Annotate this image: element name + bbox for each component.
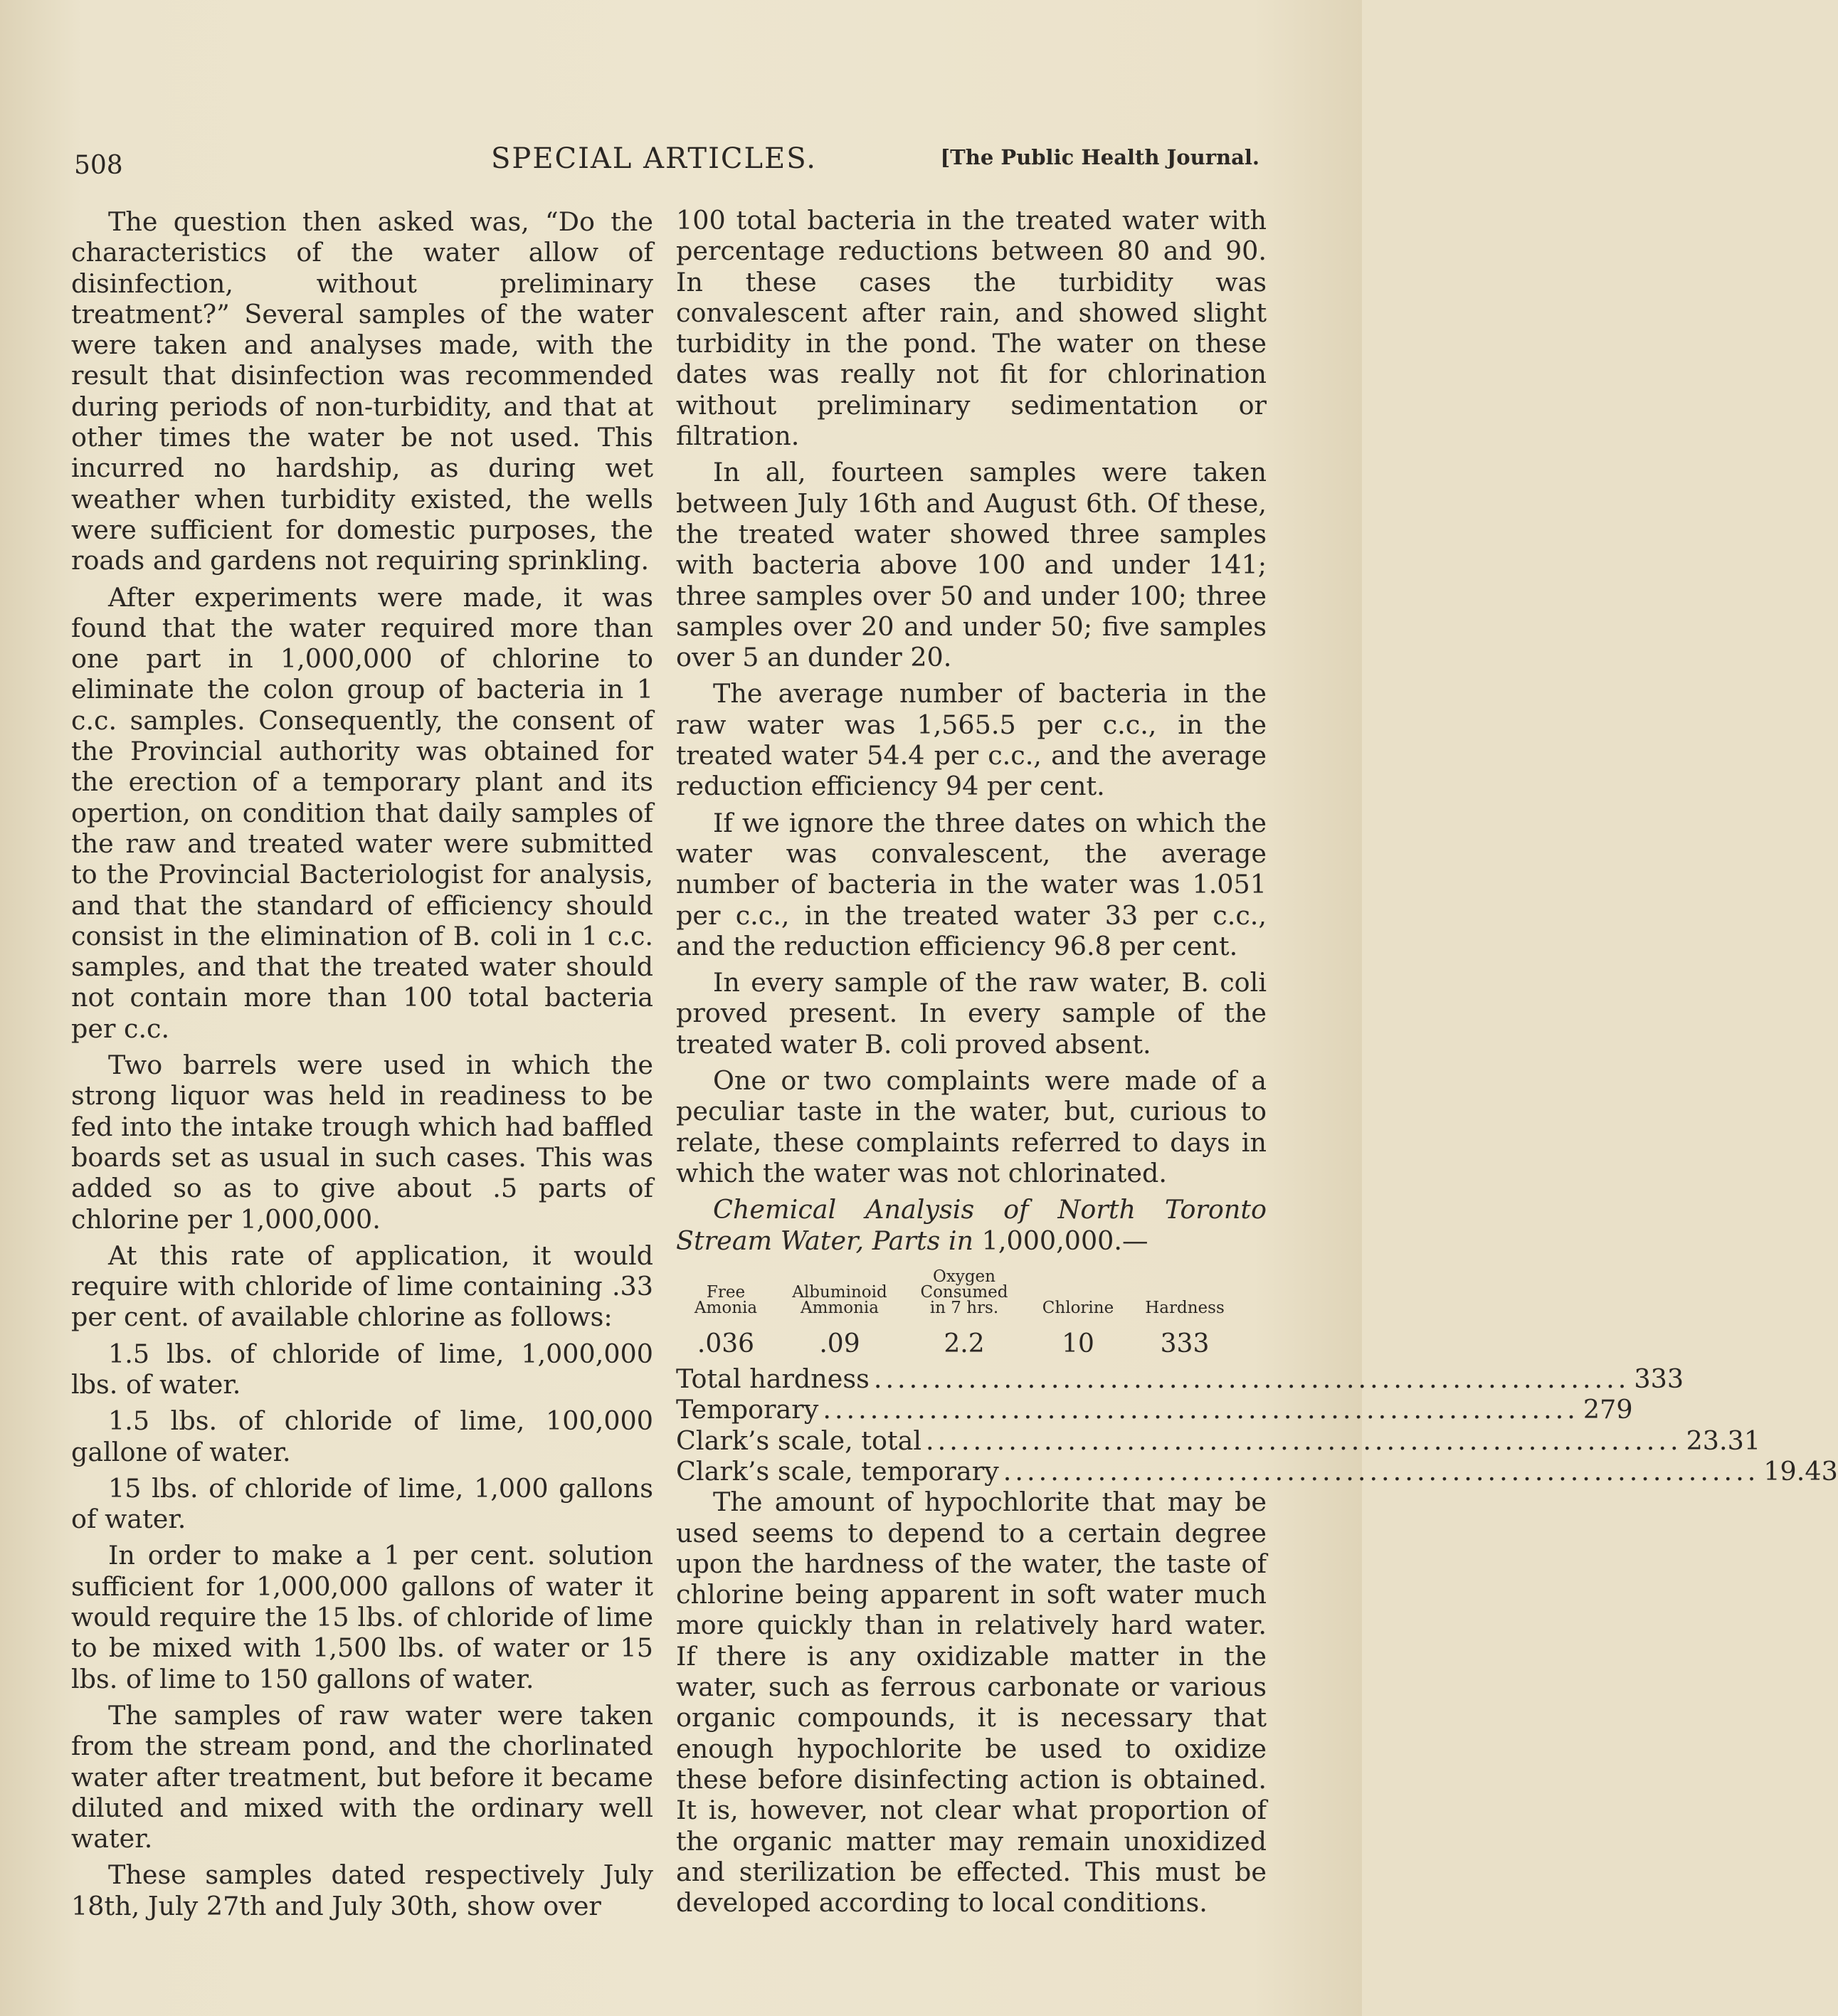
left-column <box>71 206 653 1921</box>
chemical-analysis-units: 1,000,000.— <box>981 1225 1148 1256</box>
leader-dots: ................................................................ <box>926 1425 1682 1456</box>
paragraph: If we ignore the three dates on which the water was convalescent, the average number of bacteria in the water was 1.051 per c.c., in the treated water 33 per c.c., and the reduction efficiency 96.8 per cent. <box>676 807 1267 961</box>
hardness-value: 19.43 <box>1763 1455 1838 1487</box>
paragraph: The samples of raw water were taken from the stream pond, and the chorlinated water after treatment, but before it became diluted and mixed with the ordinary well water. <box>71 1699 653 1854</box>
table-value: 2.2 <box>944 1329 985 1358</box>
table-value: .036 <box>697 1329 755 1358</box>
header-line: Free <box>706 1282 746 1302</box>
hardness-label: Temporary <box>676 1394 819 1425</box>
chemical-analysis-title <box>676 1194 1267 1256</box>
paragraph: 15 lbs. of chloride of lime, 1,000 gallons of water. <box>71 1472 653 1535</box>
paragraph: The average number of bacteria in the raw water was 1,565.5 per c.c., in the treated water 54.4 per c.c., and the average reduction efficiency 94 per cent. <box>676 678 1267 802</box>
header-line: Chlorine <box>1042 1298 1114 1317</box>
table-header <box>904 1269 1025 1320</box>
continued-paragraph: 100 total bacteria in the treated water with percentage reductions between 80 and 90. In these cases the turbidity was convalescent after rain, and showed slight turbidity in the pond. The water on these dates was really not fit for chlorination without preliminary sedimentation or filtration. <box>676 205 1267 452</box>
right-column <box>676 205 1838 1919</box>
hardness-label: Clark’s scale, total <box>676 1425 922 1456</box>
table-value: 10 <box>1062 1329 1094 1358</box>
hardness-label: Clark’s scale, temporary <box>676 1455 999 1487</box>
header-line: Albuminoid <box>792 1282 887 1302</box>
paragraph: One or two complaints were made of a peculiar taste in the water, but, curious to relate, these complaints referred to days in which the water was not chlorinated. <box>676 1065 1267 1188</box>
table-value: .09 <box>819 1329 860 1358</box>
leader-dots: ................................................................ <box>873 1363 1630 1395</box>
header-line: Consumed <box>920 1282 1008 1302</box>
table-header <box>776 1284 904 1320</box>
hardness-value: 333 <box>1634 1363 1684 1395</box>
leader-dots: ................................................................ <box>823 1394 1579 1425</box>
table-value: 333 <box>1160 1329 1210 1358</box>
chemical-analysis-title-text: Chemical Analysis of North Toronto Stream Water, Parts in <box>676 1194 1267 1256</box>
leader-dots: ................................................................ <box>1003 1455 1760 1487</box>
table-header <box>676 1284 776 1320</box>
hardness-row <box>676 1394 1633 1425</box>
paragraph: These samples dated respectively July 18th, July 27th and July 30th, show over <box>71 1859 653 1921</box>
paragraph: After experiments were made, it was found that the water required more than one part in 1,000,000 of chlorine to eliminate the colon group of bacteria in 1 c.c. samples. Consequently, the consent of the Provincial authority was obtained for the erection of a temporary plant and its opertion, on condition that daily samples of the raw and treated water were submitted to the Provincial Bacteriologist for analysis, and that the standard of efficiency should consist in the elimination of B. coli in 1 c.c. samples, and that the treated water should not contain more than 100 total bacteria per c.c. <box>71 581 653 1044</box>
paragraph: In all, fourteen samples were taken between July 16th and August 6th. Of these, the treated water showed three samples with bacteria above 100 and under 141; three samples over 50 and under 100; three samples over 20 and under 50; five samples over 5 an dunder 20. <box>676 457 1267 673</box>
paragraph: 1.5 lbs. of chloride of lime, 100,000 gallone of water. <box>71 1405 653 1467</box>
running-title: SPECIAL ARTICLES. <box>491 142 817 175</box>
table-header <box>1025 1300 1131 1320</box>
paragraph: The question then asked was, “Do the characteristics of the water allow of disinfection, without preliminary treatment?” Several samples of the water were taken and analyses made, with the result that disinfection was recommended during periods of non-turbidity, and that at other times the water be not used. This incurred no hardship, as during wet weather when turbidity existed, the wells were sufficient for domestic purposes, the roads and gardens not requiring sprinkling. <box>71 206 653 576</box>
chemical-analysis-table <box>676 1269 1267 1363</box>
paragraph: At this rate of application, it would require with chloride of lime containing .33 per cent. of available chlorine as follows: <box>71 1240 653 1333</box>
header-line: Ammonia <box>801 1298 879 1317</box>
paragraph: In order to make a 1 per cent. solution sufficient for 1,000,000 gallons of water it would require the 15 lbs. of chloride of lime to be mixed with 1,500 lbs. of water or 15 lbs. of lime to 150 gallons of water. <box>71 1540 653 1694</box>
page-header <box>71 142 1259 185</box>
hardness-row <box>676 1363 1684 1395</box>
header-line: in 7 hrs. <box>929 1298 999 1317</box>
paragraph: 1.5 lbs. of chloride of lime, 1,000,000 lbs. of water. <box>71 1338 653 1400</box>
header-line: Hardness <box>1145 1298 1225 1317</box>
paragraph: Two barrels were used in which the strong liquor was held in readiness to be fed into the intake trough which had baffled boards set as usual in such cases. This was added so as to give about .5 parts of chlorine per 1,000,000. <box>71 1050 653 1235</box>
header-line: Amonia <box>694 1298 758 1317</box>
table-header <box>1131 1300 1238 1320</box>
hardness-value: 279 <box>1583 1394 1633 1425</box>
header-line: Oxygen <box>933 1267 995 1286</box>
hardness-row <box>676 1455 1838 1487</box>
paragraph: The amount of hypochlorite that may be used seems to depend to a certain degree upon the hardness of the water, the taste of chlorine being apparent in soft water much more quickly than in relatively hard water. If there is any oxidizable matter in the water, such as ferrous carbonate or various organic compounds, it is necessary that enough hypochlorite be used to oxidize these before disinfecting action is obtained. It is, however, not clear what proportion of the organic matter may remain unoxidized and sterilization be effected. This must be developed according to local conditions. <box>676 1487 1267 1919</box>
hardness-label: Total hardness <box>676 1363 870 1395</box>
journal-name: [The Public Health Journal. <box>940 145 1259 169</box>
hardness-row <box>676 1425 1761 1456</box>
hardness-list <box>676 1363 1838 1487</box>
page-number: 508 <box>74 151 123 180</box>
hardness-value: 23.31 <box>1686 1425 1761 1456</box>
paragraph: In every sample of the raw water, B. coli proved present. In every sample of the treated water B. coli proved absent. <box>676 967 1267 1060</box>
